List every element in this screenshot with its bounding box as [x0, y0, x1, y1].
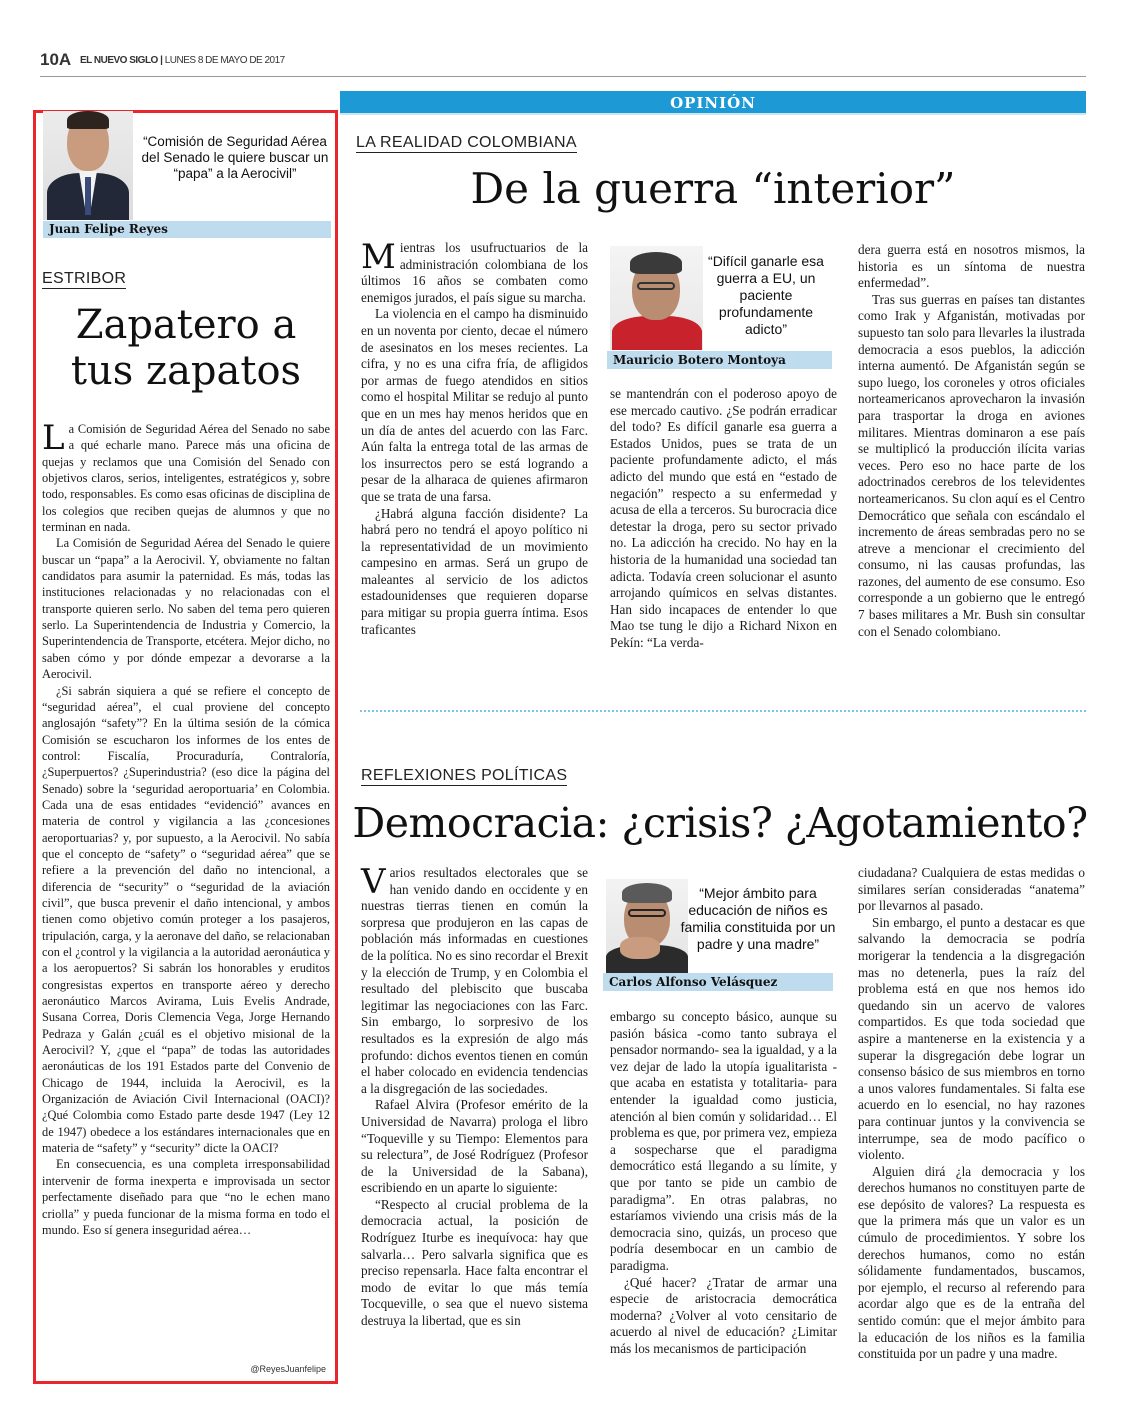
- paragraph: ¿Si sabrán siquiera a qué se refiere el concepto de “seguridad aérea”, el cual proviene del concepto anglosajón “safety”? En la última sesión de la cómica Comisión se escucharon los informes de los entes de control: Fiscalía, Procuraduría, Contraloría, ¿Superpuertos? ¿Superindustria? (eso dice la página del Senado) sobre la ‘seguridad aeroportuaria’ en Colombia. Cada una de esas entidades “evidenció” avances en materia de control y vigilancia a las ¿concesiones aeroportuarias? y, por supuesto, a la Aerocivil. No sabía que el concepto de “safety” o “seguridad aérea” que se refiere a la prevención del daño no intencional, a diferencia de “security” o “seguridad de la aviación civil”, que busca prevenir el daño intencional, y ambos tienen como objetivo común proteger a los pasajeros, tripulación, carga, y la aeronave del daño, se relacionaban con el ¿control y la vigilancia a la autoridad aeronáutica y a los aeropuertos? Si sabrán los honorables y eruditos congresistas expertos en transporte aéreo y derecho aeronáutico Marcos Avirama, Luis Evelis Andrade, Susana Correa, Doris Clemencia Vega, Jorge Hernando Pedraza y Galán ¿cuál es el objetivo misional de la Aerocivil? Y, ¿que el “papa” de todas las autoridades aeronáuticas de los 191 Estados parte del Convenio de Chicago de 1944, incluida la Aerocivil, es la Organización de Aviación Civil Internacional (OACI)? ¿Qué Colombia como Estado parte desde 1947 (Ley 12 de 1947) obedece a los estándares internacionales que en materia de “safety” y “security” dicte la OACI?: [42, 683, 330, 1156]
- section-label: OPINIÓN: [670, 94, 756, 112]
- author-bar: [607, 351, 832, 369]
- paragraph: ¿Habrá alguna facción disidente? La habrá pero no tendrá el apoyo político ni la representatividad de un movimiento campesino en armas. Será un grupo de maleantes al servicio de los adictos estadounidenses que requieren doparse para mitigar su propia guerra íntima. Esos traficantes: [361, 505, 588, 637]
- author-name: Juan Felipe Reyes: [49, 222, 168, 236]
- paragraph: Rafael Alvira (Profesor emérito de la Universidad de Navarra) prologa el libro “Toqueville y su Tiempo: Elementos para su relectura”, de José Rodríguez (Profesor de la Universidad de la Sabana), escribiendo en un aparte lo siguiente:: [361, 1097, 588, 1196]
- author-photo-velasquez: [606, 879, 688, 973]
- masthead: [40, 50, 1086, 72]
- paragraph: ciudadana? Cualquiera de estas medidas o similares serían consideradas “anatema” por llevarnos al pasado.: [858, 865, 1085, 914]
- paragraph: se mantendrán con el poderoso apoyo de ese mercado cautivo. ¿Se podrán erradicar del todo? Es difícil ganarle esa guerra a Estados Unidos, pues se trata de un paciente profundamente adicto, el más adicto del mundo que está en “estado de negación” respecto a su enfermedad y acusa de ella a terceros. Su burocracia dice detestar la droga, pero su sector privado no. La adicción ha crecido. No hay en la historia de la humanidad una sociedad tan adicta. Todavía creen solucionar el asunto arrojando químicos en selvas distantes. Han sido incapaces de entender lo que Mao tse tung le dijo a Richard Nixon en Pekín: “La verda-: [610, 386, 837, 650]
- paragraph: dera guerra está en nosotros mismos, la historia es un síntoma de nuestra enfermedad”.: [858, 242, 1085, 291]
- paragraph: embargo su concepto básico, aunque su pasión básica -como tanto subraya el pensador normando- sea la igualdad, y a la vez dejar de lado la utopía igualitarista -que acaba en estatista y totalitaria- para entender la igualdad como justicia, atención al bien común y solidaridad… El problema es que, por primera vez, empieza a sospecharse que el paradigma democrático está llegando a su límite, y que por tanto se pide un cambio de paradigma”. En otras palabras, no estaríamos viviendo una crisis más de la democracia sino, quizás, un proceso que podría desembocar en un cambio de paradigma.: [610, 1009, 838, 1273]
- article-title: Zapatero a tus zapatos: [70, 302, 302, 394]
- paper-name: EL NUEVO SIGLO: [80, 55, 158, 66]
- article-title: Democracia: ¿crisis? ¿Agotamiento?: [352, 799, 1088, 847]
- author-photo-botero: [610, 246, 703, 350]
- author-bar: [603, 973, 833, 991]
- author-name: Mauricio Botero Montoya: [613, 353, 786, 367]
- paragraph: En consecuencia, es una completa irresponsabilidad intervenir de forma inexperta e improvisada un sector perfectamente diseñado para que “no le echen mano criolla” y pueda funcionar de la misma forma en todo el mundo. Eso sí genera inseguridad aérea…: [42, 1157, 330, 1237]
- column-kicker: ESTRIBOR: [42, 270, 127, 287]
- article-title: De la guerra “interior”: [470, 164, 956, 213]
- author-handle: @ReyesJuanfelipe: [250, 1364, 326, 1374]
- article-column-1: [361, 862, 588, 1360]
- paragraph: Tras sus guerras en países tan distantes como Irak y Afganistán, motivadas por supuesto tan solo para llevarles la ilustrada democracia a esos pueblos, la adicción interna aumentó. De Afganistán según se supo luego, los coroneles y otros oficiales norteamericanos aprovecharon la invasión para trasportar la droga en aviones militares. Mientras dominaron a ese país se multiplicó la producción ilícita varias veces. Pero eso no hace parte de los adoctrinados cerebros de los televidentes norteamericanos. Su clon aquí es el Centro Democrático que señala con escándalo el incremento de áreas sembradas pero no se atreve a mencionar el crecimiento del consumo, ni las causas profundas, las razones, del aumento de ese consumo. Eso corresponde a un gobierno que le entregó 7 bases militares a Mr. Bush sin consultar con el Senado colombiano.: [858, 291, 1085, 639]
- pull-quote: “Comisión de Seguridad Aérea del Senado le quiere buscar un “papa” a la Aerocivil”: [141, 134, 329, 181]
- article-column-1: [361, 237, 588, 660]
- article-column-2: [610, 386, 837, 661]
- paragraph: Alguien dirá ¿la democracia y los derechos humanos no constituyen parte de ese depósito de valores? La respuesta es que la primera más que un valor es un cúmulo de procedimientos. Y sobre los derechos humanos, como no están sólidamente fundamentados, buscamos, por ejemplo, el recurso al referendo para acordar algo que es de la entraña del sentido común: que el mejor ámbito para la educación de los niños es la familia constituida por un padre y una madre.: [858, 1163, 1085, 1362]
- paragraph: Varios resultados electorales que se han venido dando en occidente y en nuestras tierras tienen en común la sorpresa que produjeron en las capas de población más informadas en cuestiones de la política. No es sino recordar el Brexit y la elección de Trump, y en Colombia el resultado del plebiscito que buscaba legitimar las negociaciones con las Farc. Sin embargo, lo sorpresivo de los resultados es la expresión de algo más profundo: dichos eventos tienen en común el haber colocado en evidencia tendencias a la disgregación de las sociedades.: [361, 862, 588, 1096]
- article-column-3: [858, 242, 1085, 662]
- article-body: [42, 418, 330, 1356]
- pull-quote: “Mejor ámbito para educación de niños es familia constituida por un padre y una madre”: [680, 885, 836, 952]
- author-photo-reyes: [43, 111, 133, 220]
- pull-quote: “Difícil ganarle esa guerra a EU, un paciente profundamente adicto”: [708, 253, 824, 337]
- article-column-3: [858, 865, 1085, 1360]
- issue-date: LUNES 8 DE MAYO DE 2017: [164, 55, 285, 66]
- paragraph: Mientras los usufructuarios de la administración colombiana de los últimos 16 años se combaten como enemigos jurados, el país sigue su marcha.: [361, 237, 588, 305]
- header-rule: [40, 76, 1086, 77]
- paragraph: La Comisión de Seguridad Aérea del Senado no sabe a qué echarle mano. Parece más una oficina de quejas y reclamos que una Comisión del Senado con objetivos claros, serios, inteligentes, estratégicos y, sobre todo, responsables. Es como esas oficinas de disciplina de los colegios que reciben quejas de alumnos y que no terminan en nada.: [42, 418, 330, 535]
- article-column-2: [610, 1009, 837, 1359]
- drop-cap: V: [361, 862, 386, 902]
- paragraph: La violencia en el campo ha disminuido en un noventa por ciento, decae el número de asesinatos en los meses recientes. La cifra, y no es una cifra fría, de afligidos por armas de fuego atendidos en sitios como el hospital Militar se redujo al punto que en un mes hay menos heridos que en un día de antes del acuerdo con las Farc. Aún falta la entrega total de las armas de los insurrectos pero se está logrando a pesar de la alharaca de quienes afirmaron que se trata de una farsa.: [361, 306, 588, 504]
- author-name: Carlos Alfonso Velásquez: [609, 975, 778, 989]
- page-number: 10A: [40, 50, 72, 69]
- paragraph: Sin embargo, el punto a destacar es que salvando la democracia se podría morigerar la tendencia a la disgregación mas no detenerla, pues la raíz del problema está en que nos hemos ido quedando sin un acervo de valores compartidos. Es que toda sociedad que aspire a mantenerse en la existencia y a superar la disgregación debe lograr un consenso básico de sus miembros en torno a unos valores fundamentales. Si falta ese acuerdo en lo esencial, no hay razones para continuar juntos y la convivencia se interrumpe, sea de modo pacífico o violento.: [858, 914, 1085, 1163]
- drop-cap: M: [361, 237, 396, 277]
- paragraph: ¿Qué hacer? ¿Tratar de armar una especie de aristocracia democrática moderna? ¿Volver al voto censitario de acuerdo al nivel de educación? ¿Limitar más los mecanismos de participación: [610, 1274, 837, 1356]
- author-bar: [43, 221, 331, 238]
- article-kicker: LA REALIDAD COLOMBIANA: [356, 134, 577, 151]
- drop-cap: L: [42, 418, 65, 458]
- paper-header: EL NUEVO SIGLO | LUNES 8 DE MAYO DE 2017: [80, 55, 285, 66]
- paragraph: La Comisión de Seguridad Aérea del Senado le quiere buscar un “papa” a la Aerocivil. Y, obviamente no faltan candidatos para asumir la paternidad. Es más, todas las instituciones relacionadas y no relacionadas con el transporte quieren serlo. No saben del tema pero quieren serlo. La Superintendencia de Industria y Comercio, la Superintendencia de Transporte, etcétera. Mejor dicho, no saben cómo y por dónde empezar a devorarse a la Aerocivil.: [42, 536, 330, 682]
- article-kicker: REFLEXIONES POLÍTICAS: [361, 767, 568, 784]
- section-divider: [360, 710, 1086, 712]
- paragraph: “Respecto al crucial problema de la democracia actual, la posición de Rodríguez Iturbe es inequívoca: hay que salvarla… Pero salvarla significa que es preciso repensarla. Hace falta encontrar el modo de evitar lo que más temía Tocqueville, o sea que el nuevo sistema destruya la libertad, que es sin: [361, 1196, 588, 1329]
- section-bar: [340, 91, 1086, 115]
